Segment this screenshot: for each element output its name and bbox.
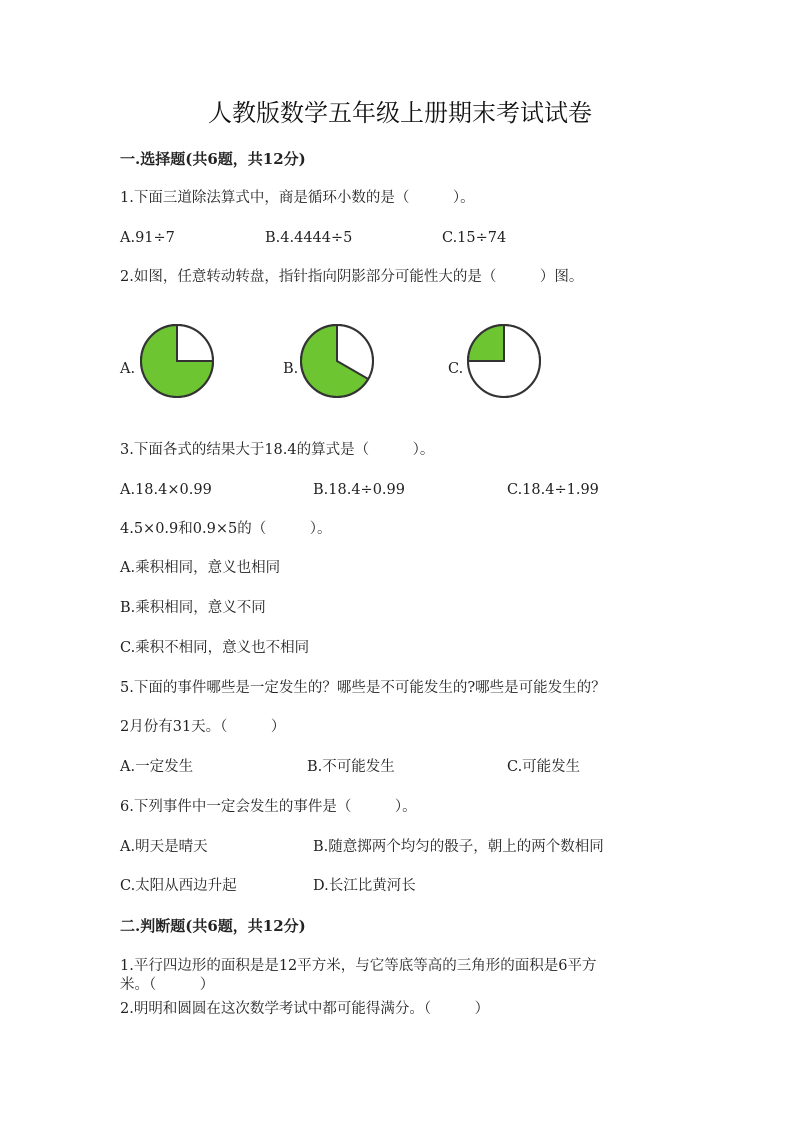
q6-option-c: C.太阳从西边升起 — [120, 878, 237, 894]
q4-option-a: A.乘积相同，意义也相同 — [120, 560, 281, 576]
q1-option-b: B.4.4444÷5 — [265, 230, 353, 246]
q3-option-c: C.18.4÷1.99 — [507, 482, 599, 498]
q3-option-a: A.18.4×0.99 — [120, 482, 212, 498]
spinner-a-diagram — [138, 322, 216, 400]
q2-option-c-label: C. — [448, 361, 464, 377]
q6-option-a: A.明天是晴天 — [120, 839, 208, 855]
q6-stem: 6.下列事件中一定会发生的事件是（ ）。 — [120, 799, 417, 815]
spinner-c-diagram — [465, 322, 543, 400]
q1-stem: 1.下面三道除法算式中，商是循环小数的是（ ）。 — [120, 190, 475, 206]
q5-stem: 5.下面的事件哪些是一定发生的？哪些是不可能发生的?哪些是可能发生的？ — [120, 680, 606, 696]
page-title: 人教版数学五年级上册期末考试试卷 — [208, 99, 592, 127]
q1-option-c: C.15÷74 — [442, 230, 507, 246]
section1-heading: 一.选择题(共6题，共12分) — [120, 150, 306, 168]
q5-option-b: B.不可能发生 — [307, 759, 395, 775]
tf-q1-line1: 1.平行四边形的面积是是12平方米，与它等底等高的三角形的面积是6平方 — [120, 958, 597, 974]
q2-option-b-label: B. — [283, 361, 299, 377]
q2-option-a-label: A. — [120, 361, 136, 377]
q1-option-a: A.91÷7 — [120, 230, 175, 246]
q3-stem: 3.下面各式的结果大于18.4的算式是（ ）。 — [120, 442, 435, 458]
q6-option-b: B.随意掷两个均匀的骰子，朝上的两个数相同 — [313, 839, 604, 855]
q5-option-c: C.可能发生 — [507, 759, 581, 775]
section2-heading: 二.判断题(共6题，共12分) — [120, 917, 306, 935]
q6-option-d: D.长江比黄河长 — [313, 878, 416, 894]
tf-q2: 2.明明和圆圆在这次数学考试中都可能得满分。（ ） — [120, 1001, 490, 1017]
q5-option-a: A.一定发生 — [120, 759, 194, 775]
tf-q1-line2: 米。（ ） — [120, 977, 215, 993]
q2-stem: 2.如图，任意转动转盘，指针指向阴影部分可能性大的是（ ）图。 — [120, 269, 584, 285]
q3-option-b: B.18.4÷0.99 — [313, 482, 405, 498]
q4-stem: 4.5×0.9和0.9×5的（ ）。 — [120, 521, 332, 537]
q4-option-b: B.乘积相同，意义不同 — [120, 600, 266, 616]
q5-sub: 2月份有31天。（ ） — [120, 719, 286, 735]
q4-option-c: C.乘积不相同，意义也不相同 — [120, 640, 310, 656]
spinner-b-diagram — [298, 322, 376, 400]
